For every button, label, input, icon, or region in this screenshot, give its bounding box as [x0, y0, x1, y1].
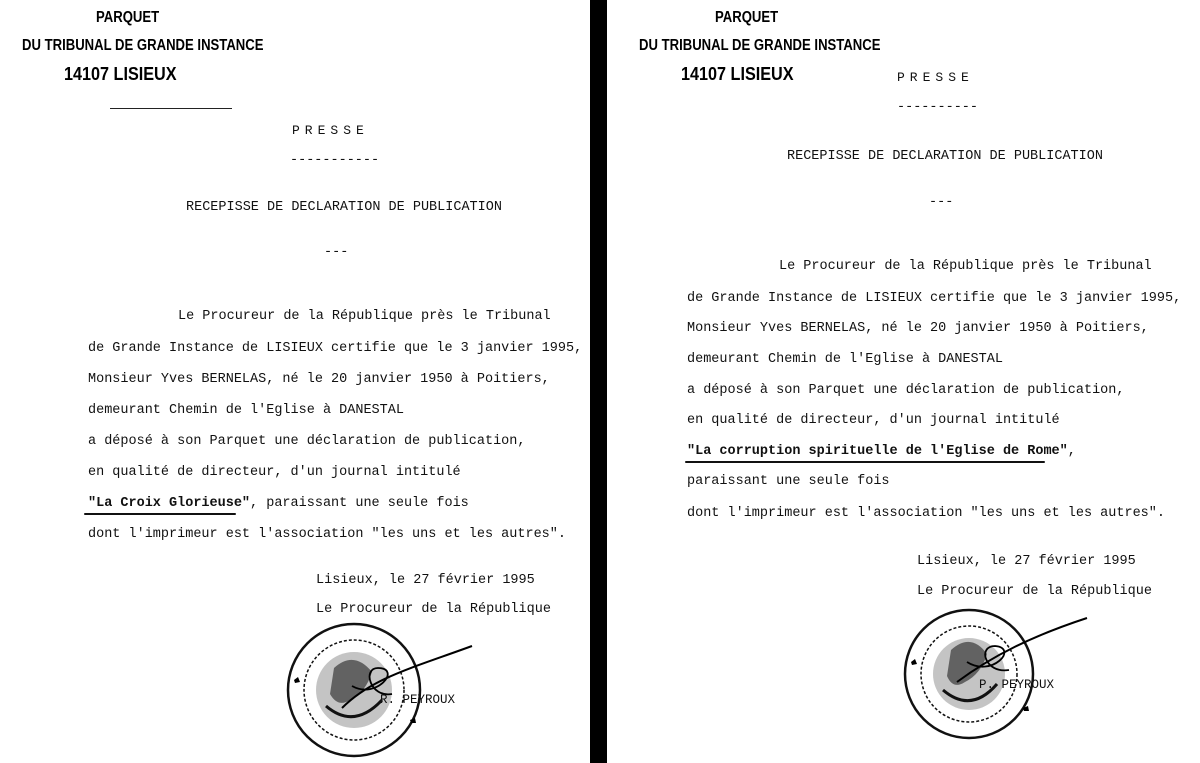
header-city: 14107 LISIEUX — [681, 64, 794, 84]
document-page-left — [0, 0, 590, 763]
header-tribunal: DU TRIBUNAL DE GRANDE INSTANCE — [639, 37, 881, 54]
body-line: Monsieur Yves BERNELAS, né le 20 janvier 1950 à Poitiers, — [687, 321, 1149, 336]
signature-name: P. PEYROUX — [979, 678, 1055, 692]
document-title: RECEPISSE DE DECLARATION DE PUBLICATION — [787, 149, 1103, 164]
journal-suffix: , — [1067, 444, 1076, 459]
body-line: en qualité de directeur, d'un journal intitulé — [687, 413, 1060, 428]
journal-line — [687, 445, 1076, 459]
place-date: Lisieux, le 27 février 1995 — [917, 554, 1136, 569]
printer-line: dont l'imprimeur est l'association "les uns et les autres". — [687, 506, 1165, 521]
signature-name: R. PEYROUX — [380, 693, 456, 707]
journal-line — [88, 497, 469, 511]
body-line: Le Procureur de la République près le Tribunal — [779, 259, 1152, 274]
journal-suffix: , paraissant une seule fois — [250, 496, 469, 511]
header-rule — [110, 108, 232, 109]
journal-title-underline — [685, 461, 1045, 463]
journal-title-underline — [84, 513, 236, 515]
header-parquet: PARQUET — [96, 9, 160, 26]
title-dashes: --- — [324, 245, 349, 260]
title-dashes: --- — [929, 195, 954, 210]
printer-line: dont l'imprimeur est l'association "les uns et les autres". — [88, 527, 566, 542]
official-seal-stamp — [897, 592, 1097, 752]
journal-title: "La Croix Glorieuse" — [88, 496, 251, 511]
header-parquet: PARQUET — [715, 9, 779, 26]
section-dashes: ---------- — [897, 100, 979, 115]
body-line: a déposé à son Parquet une déclaration de publication, — [88, 434, 526, 449]
document-page-right — [607, 0, 1200, 763]
body-line: demeurant Chemin de l'Eglise à DANESTAL — [88, 403, 404, 418]
body-line: Le Procureur de la République près le Tribunal — [178, 309, 551, 324]
body-line: a déposé à son Parquet une déclaration de publication, — [687, 383, 1125, 398]
section-title: PRESSE — [292, 123, 369, 138]
signatory: Le Procureur de la République — [917, 584, 1152, 599]
section-title: PRESSE — [897, 70, 974, 85]
official-seal-stamp — [282, 608, 482, 763]
header-tribunal: DU TRIBUNAL DE GRANDE INSTANCE — [22, 37, 264, 54]
header-city: 14107 LISIEUX — [64, 64, 177, 84]
journal-line-2: paraissant une seule fois — [687, 474, 890, 489]
place-date: Lisieux, le 27 février 1995 — [316, 573, 535, 588]
body-line: Monsieur Yves BERNELAS, né le 20 janvier 1950 à Poitiers, — [88, 372, 550, 387]
body-line: en qualité de directeur, d'un journal intitulé — [88, 465, 461, 480]
signatory: Le Procureur de la République — [316, 602, 551, 617]
journal-title: "La corruption spirituelle de l'Eglise de Rome" — [687, 444, 1068, 459]
section-dashes: ----------- — [290, 153, 380, 168]
body-line: de Grande Instance de LISIEUX certifie que le 3 janvier 1995, — [687, 291, 1182, 306]
body-line: de Grande Instance de LISIEUX certifie que le 3 janvier 1995, — [88, 341, 583, 356]
document-title: RECEPISSE DE DECLARATION DE PUBLICATION — [186, 200, 502, 215]
body-line: demeurant Chemin de l'Eglise à DANESTAL — [687, 352, 1003, 367]
